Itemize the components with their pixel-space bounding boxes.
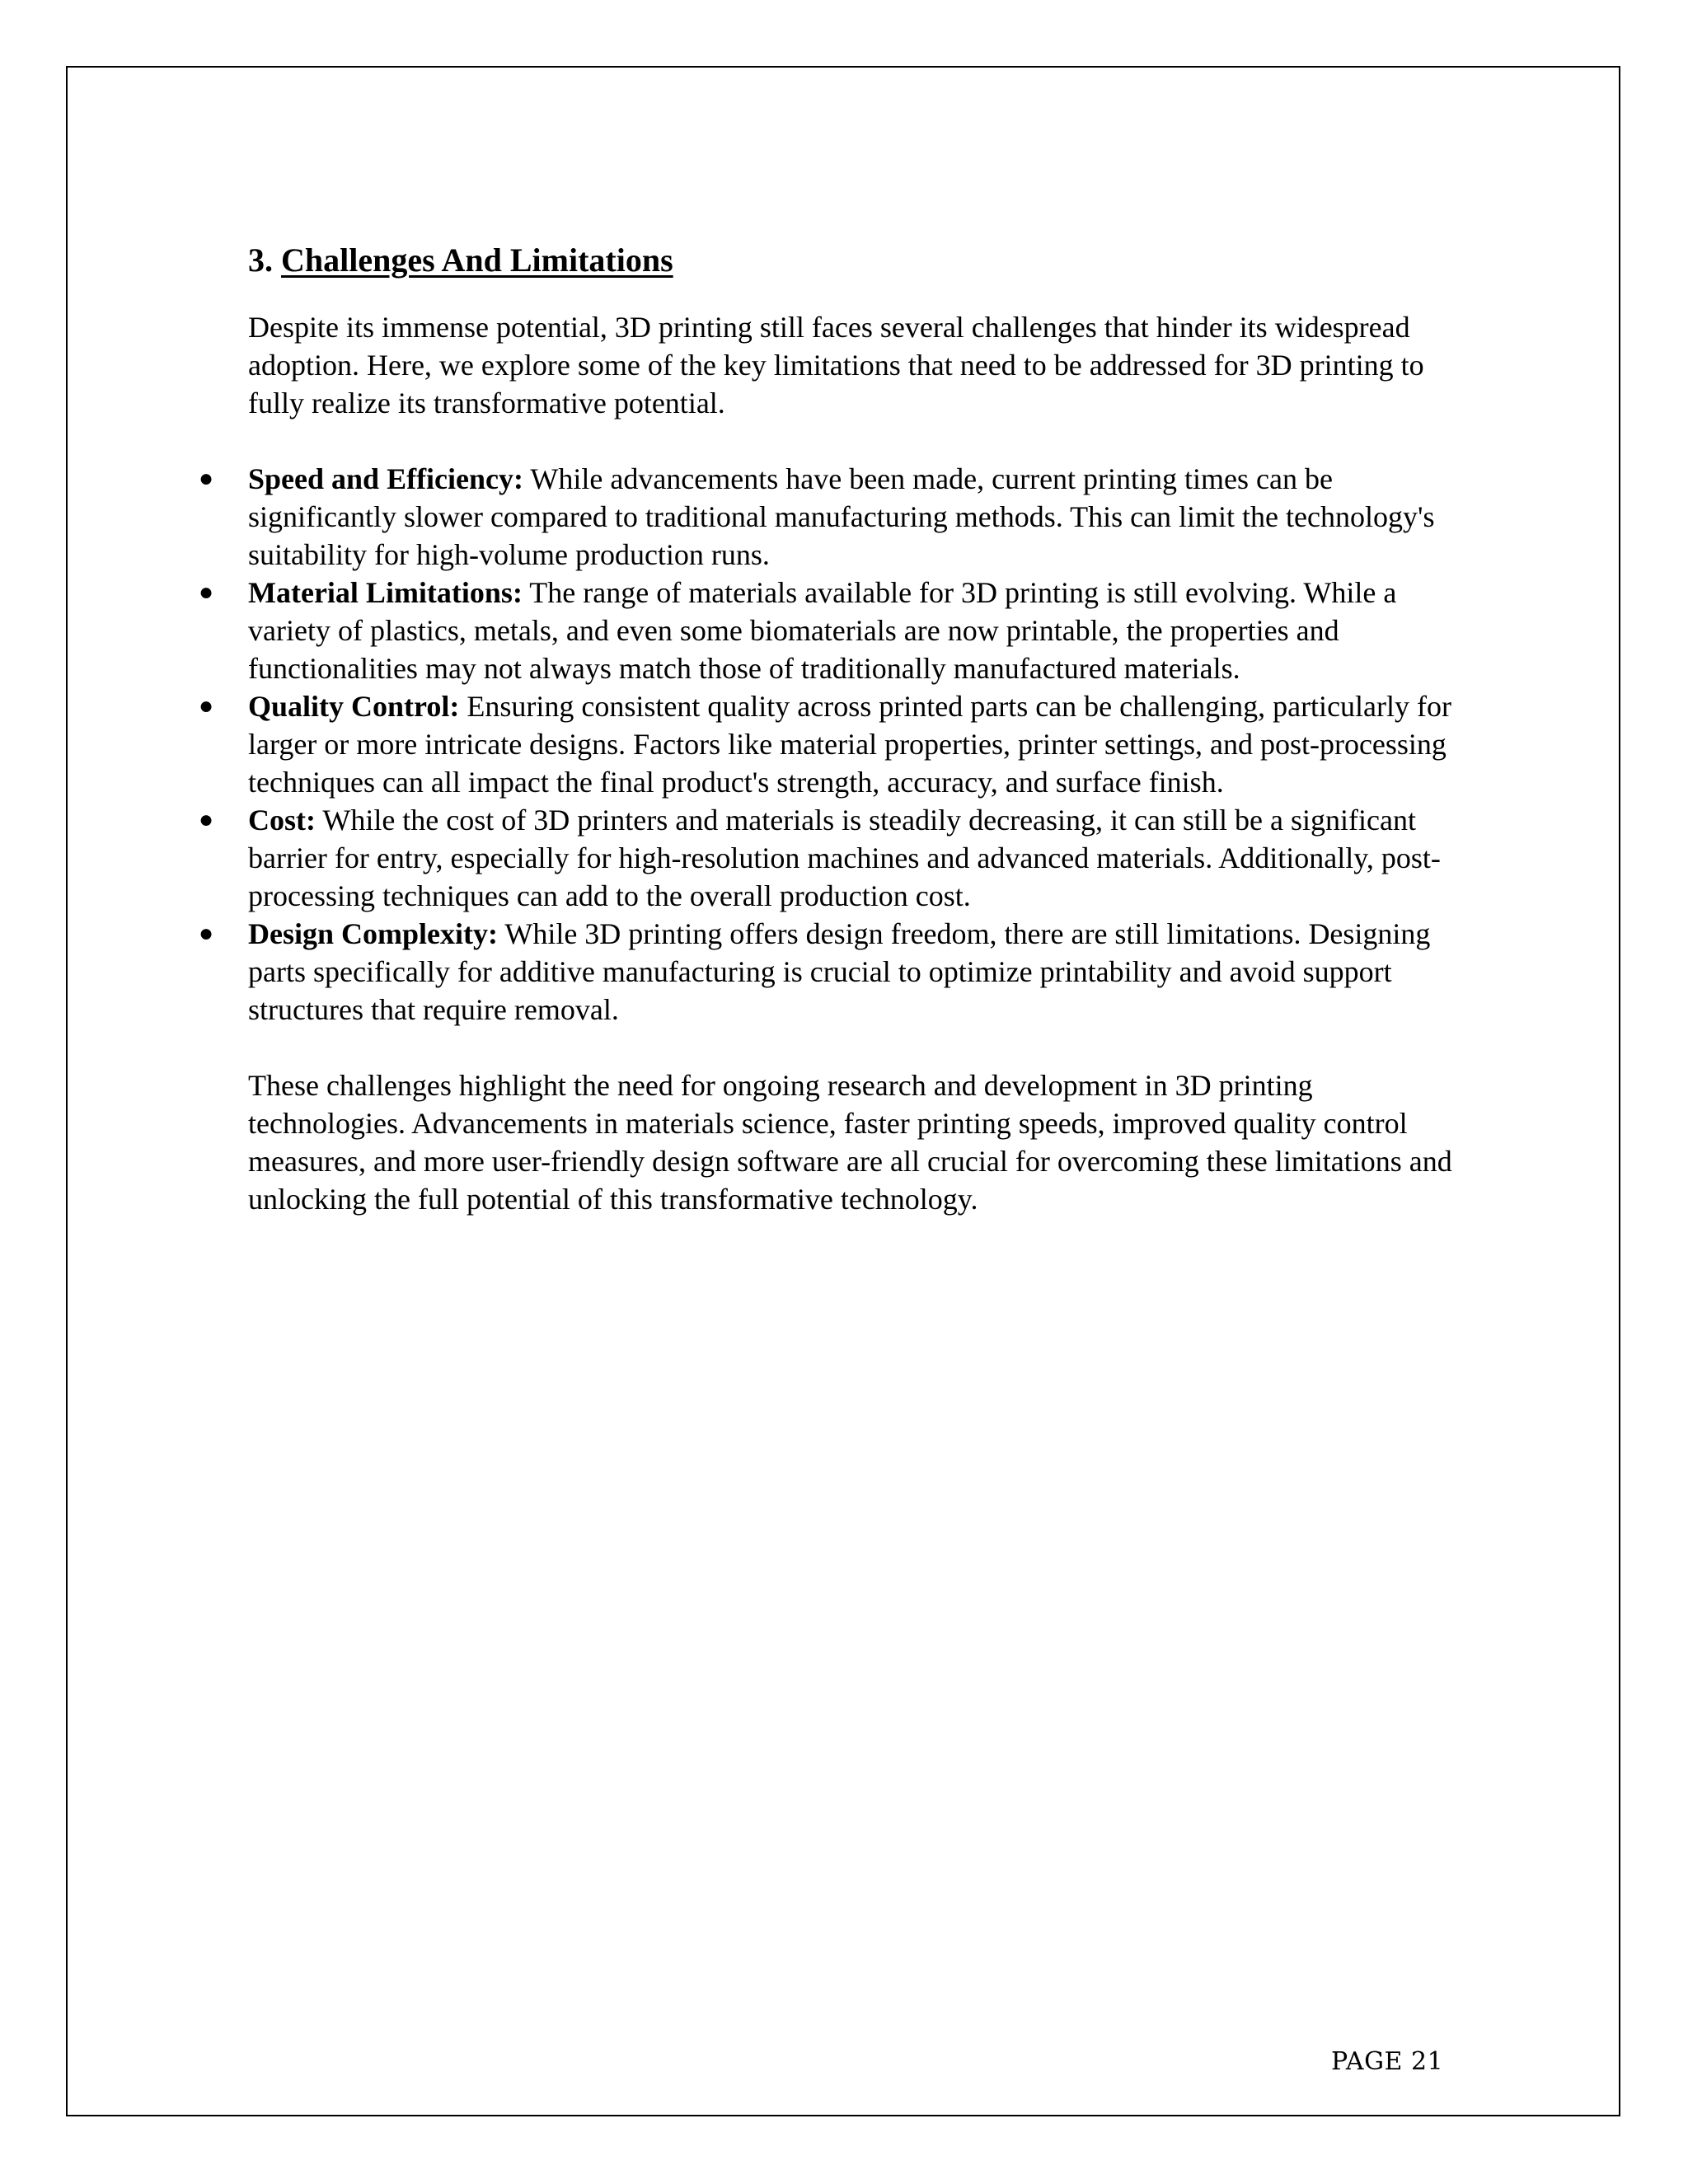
bullet-title: Design Complexity: — [248, 917, 498, 950]
bullet-icon: ● — [199, 920, 214, 947]
list-item — [199, 574, 1460, 687]
bullet-text: While the cost of 3D printers and materials is steadily decreasing, it can still be a significant barrier for entry, especially for high-resolution machines and advanced materials. Additionally, post-processing techniques can add to the overall production cost. — [248, 804, 1441, 912]
page-number: PAGE 21 — [1331, 2047, 1444, 2076]
section-title: Challenges And Limitations — [281, 241, 673, 279]
bullet-text: The range of materials available for 3D printing is still evolving. While a variety of plastics, metals, and even some biomaterials are now printable, the properties and functionalities may not always match those of traditionally manufactured materials. — [248, 576, 1397, 685]
section-number: 3. — [248, 241, 273, 279]
bullet-icon: ● — [199, 692, 214, 719]
bullet-icon: ● — [199, 579, 214, 606]
bullet-title: Speed and Efficiency: — [248, 462, 524, 495]
intro-paragraph: Despite its immense potential, 3D printing still faces several challenges that hinder its widespread adoption. Here, we explore some of the key limitations that need to be addressed for 3D printing to fully realize its transformative potential. — [248, 311, 1424, 419]
section-heading — [248, 239, 1460, 282]
bullet-text: While 3D printing offers design freedom, there are still limitations. Designing parts specifically for additive manufacturing is crucial to optimize printability and avoid support structures that require removal. — [248, 917, 1431, 1026]
list-item — [199, 460, 1460, 574]
document-body — [199, 239, 1460, 1218]
bullet-icon: ● — [199, 465, 214, 492]
bullet-title: Cost: — [248, 804, 316, 837]
list-item — [199, 801, 1460, 915]
list-item — [199, 915, 1460, 1029]
list-item — [199, 687, 1460, 801]
bullet-title: Quality Control: — [248, 690, 460, 723]
bullet-icon: ● — [199, 806, 214, 833]
challenges-list — [199, 460, 1460, 1029]
conclusion-paragraph: These challenges highlight the need for ongoing research and development in 3D printing technologies. Advancements in materials science, faster printing speeds, improved quality control measures, and more user-friendly design software are all crucial for overcoming these limitations and unlocking the full potential of this transformative technology. — [248, 1069, 1452, 1216]
bullet-text: Ensuring consistent quality across printed parts can be challenging, particularly for larger or more intricate designs. Factors like material properties, printer settings, and post-processing techniques can all impact the final product's strength, accuracy, and surface finish. — [248, 690, 1451, 799]
bullet-title: Material Limitations: — [248, 576, 523, 609]
bullet-text: While advancements have been made, current printing times can be significantly slower compared to traditional manufacturing methods. This can limit the technology's suitability for high-volume production runs. — [248, 462, 1435, 571]
